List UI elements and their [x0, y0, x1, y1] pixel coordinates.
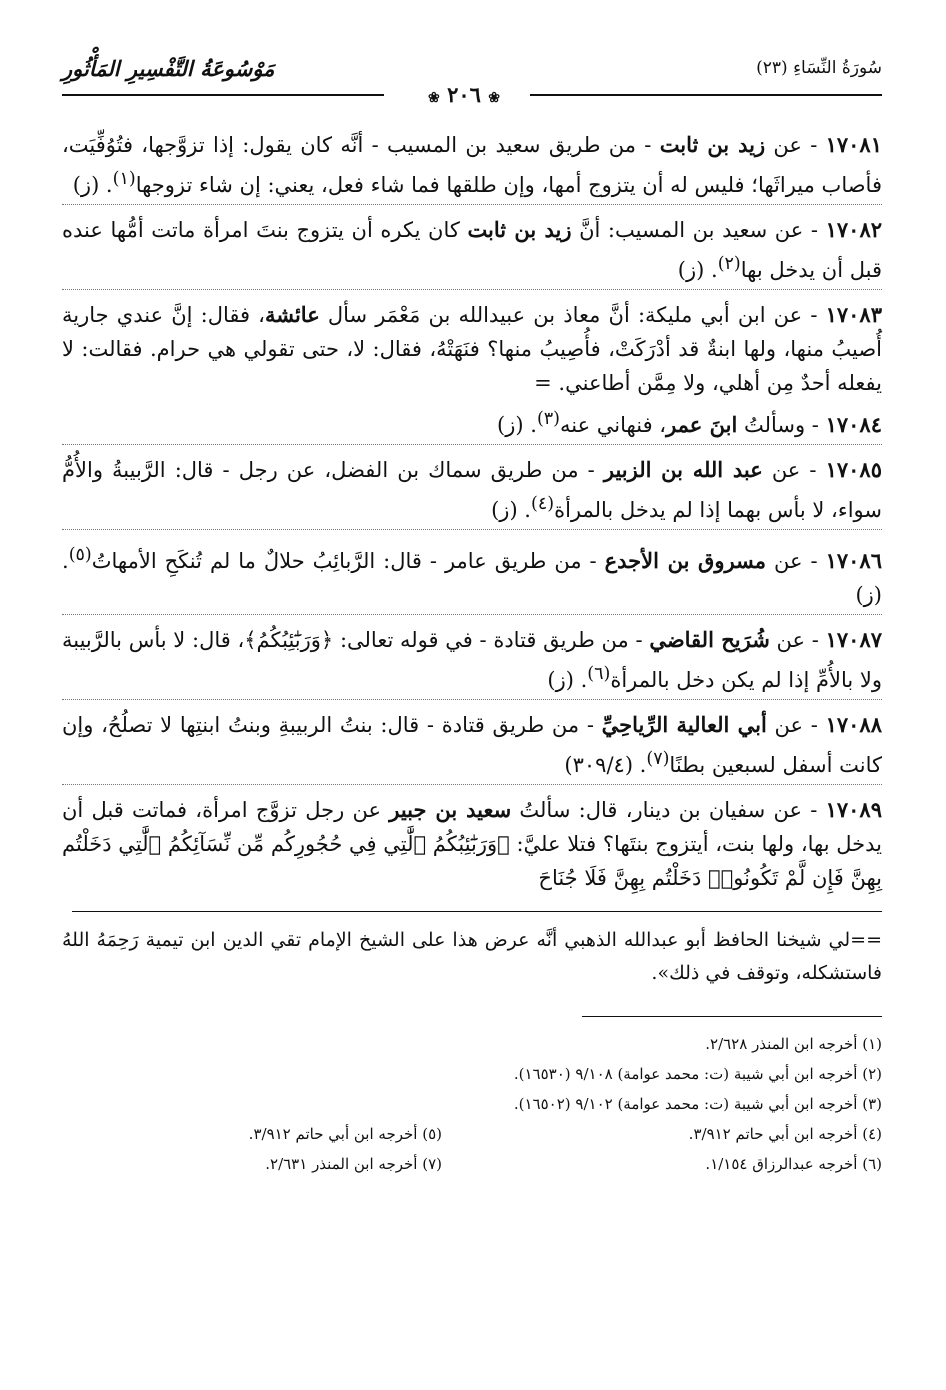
entry-17084: ١٧٠٨٤ - وسألتُ ابنَ عمر، فنهاني عنه$^{(٣)}$. (ز) [62, 402, 882, 445]
ornament-icon: ❀ [428, 90, 440, 106]
footnote-1: (١) أخرجه ابن المنذر ٢/٦٢٨. [705, 1035, 882, 1053]
footnote-4: (٤) أخرجه ابن أبي حاتم ٣/٩١٢. [688, 1125, 882, 1143]
narrator-name: عبد الله بن الزبير [603, 457, 763, 482]
entry-number: ١٧٠٨٧ [825, 627, 883, 652]
page-number-text: ٢٠٦ [447, 82, 481, 107]
header-rule [62, 94, 384, 96]
entry-number: ١٧٠٨٦ [825, 548, 882, 573]
narrator-name: عائشة [264, 302, 320, 327]
entry-number: ١٧٠٨٥ [825, 457, 882, 482]
footnote-ref: (٢) [717, 254, 741, 274]
entry-17088: ١٧٠٨٨ - عن أبي العالية الرِّياحِيِّ - من طريق قتادة - قال: بنتُ الربيبةِ وبنتُ ابنتِها لا تصلُحُ، وإن كانت أسفل لسبعين بطنًا$^{(٧)}$. (٣٠٩/٤) [62, 708, 882, 785]
narrator-name: أبي العالية الرِّياحِيِّ [601, 712, 767, 737]
page-number [396, 82, 532, 107]
footnote-ref: (٣) [536, 409, 560, 429]
footnote-6: (٦) أخرجه عبدالرزاق ١/١٥٤. [705, 1155, 882, 1173]
footnote-row [62, 1119, 882, 1149]
footnote-7: (٧) أخرجه ابن المنذر ٢/٦٣١. [265, 1155, 442, 1173]
footnote-ref: (١) [112, 169, 136, 189]
entry-17083: ١٧٠٨٣ - عن ابن أبي مليكة: أنَّ معاذ بن عبيدالله بن مَعْمَر سأل عائشة، فقال: إنَّ عندي جارية أُصيبُ منها، ولها ابنةٌ قد أدْرَكَتْ، فأُصِيبُ منها؟ فنَهَتْهُ، فقال: لا، حتى تقولي هي حرام. فقالت: لا يفعله أحدٌ مِن أهلي، ولا مِمَّن أطاعني. = [62, 302, 882, 395]
entry-17086: ١٧٠٨٦ - عن مسروق بن الأجدع - من طريق عامر - قال: الرَّبائِبُ حلالٌ ما لم تُنكَحِ الأمهاتُ$^{(٥)}$. (ز) [62, 538, 882, 615]
entry-number: ١٧٠٨٩ [825, 797, 882, 822]
entry-number: ١٧٠٨١ [825, 132, 882, 157]
entry-17087: ١٧٠٨٧ - عن شُرَيح القاضي - من طريق قتادة - في قوله تعالى: ﴿وَرَبَٰٓئِبُكُمُ﴾، قال: لا بأس بالرَّبيبة ولا بالأُمِّ إذا لم يكن دخل بالمرأة$^{(٦)}$. (ز) [62, 623, 882, 700]
entry-number: ١٧٠٨٨ [825, 712, 882, 737]
ornament-icon: ❀ [488, 90, 500, 106]
footnote-rule [582, 1016, 882, 1017]
book-title: مَوْسُوعَةُ التَّفْسِيرِ المَأْثُورِ [62, 56, 275, 81]
footnote-row [62, 1149, 882, 1179]
page-header [62, 50, 882, 107]
entry-17089: ١٧٠٨٩ - عن سفيان بن دينار، قال: سألتُ سعيد بن جبير عن رجل تزوَّج امرأة، فماتت قبل أن يدخل بها، ولها بنت، أيتزوج بنتَها؟ فتلا عليَّ: ﴿وَرَبَٰٓئِبُكُمُ ٱلَّٰتِي فِي حُجُورِكُم مِّن نِّسَآئِكُمُ ٱلَّٰتِي دَخَلْتُم بِهِنَّ فَإِن لَّمْ تَكُونُوا۟ دَخَلْتُم بِهِنَّ فَلَا جُنَاحَ [62, 797, 882, 890]
footnote-5: (٥) أخرجه ابن أبي حاتم ٣/٩١٢. [248, 1125, 442, 1143]
surah-header: سُورَةُ النِّسَاءِ (٢٣) [756, 58, 882, 78]
entry-17085: ١٧٠٨٥ - عن عبد الله بن الزبير - من طريق سماك بن الفضل، عن رجل - قال: الرَّبيبةُ والأُمُّ سواء، لا بأس بهما إذا لم يدخل بالمرأة$^{(٤)}$. (ز) [62, 453, 882, 530]
narrator-name: زيد بن ثابت [659, 132, 766, 157]
entry-number: ١٧٠٨٢ [825, 217, 883, 242]
entry-number: ١٧٠٨٤ [825, 412, 882, 437]
document-page [62, 50, 882, 1179]
entry-number: ١٧٠٨٣ [825, 302, 882, 327]
footnotes [62, 1029, 882, 1179]
footnote-ref: (٧) [646, 749, 670, 769]
header-rule [530, 94, 882, 96]
footnote-ref: (٤) [531, 494, 555, 514]
entries [62, 128, 882, 897]
continuation-note: ==لي شيخنا الحافظ أبو عبدالله الذهبي أنَّه عرض هذا على الشيخ الإمام تقي الدين ابن تيمية رَحِمَهُ اللهُ فاستشكله، وتوقف في ذلك». [62, 929, 882, 984]
narrator-name: مسروق بن الأجدع [604, 548, 767, 573]
narrator-name: سعيد بن جبير [389, 797, 512, 822]
narrator-name: شُرَيح القاضي [649, 627, 770, 652]
narrator-name: زيد بن ثابت [467, 217, 572, 242]
footnote-ref: (٦) [587, 664, 611, 684]
footnote-3: (٣) أخرجه ابن أبي شيبة (ت: محمد عوامة) ٩/١٠٢ (١٦٥٠٢). [513, 1095, 882, 1113]
footnote-2: (٢) أخرجه ابن أبي شيبة (ت: محمد عوامة) ٩/١٠٨ (١٦٥٣٠). [513, 1065, 882, 1083]
footnote-ref: (٥) [68, 545, 92, 565]
entry-17082: ١٧٠٨٢ - عن سعيد بن المسيب: أنَّ زيد بن ثابت كان يكره أن يتزوج بنتَ امرأة ماتت أمُّها عنده قبل أن يدخل بها$^{(٢)}$. (ز) [62, 213, 882, 290]
quran-verse: ﴿وَرَبَٰٓئِبُكُمُ ٱلَّٰتِي فِي حُجُورِكُم مِّن نِّسَآئِكُمُ ٱلَّٰتِي دَخَلْتُم بِهِنَّ فَإِن لَّمْ تَكُونُوا۟ دَخَلْتُم بِهِنَّ فَلَا جُنَاحَ [62, 832, 882, 890]
narrator-name: ابنَ عمر [666, 412, 738, 437]
entry-17081: ١٧٠٨١ - عن زيد بن ثابت - من طريق سعيد بن المسيب - أنَّه كان يقول: إذا تزوَّجها، فتُوُفِّيَت، فأصاب ميراثَها؛ فليس له أن يتزوج أمها، وإن طلقها فما شاء فعل، يعني: إن شاء تزوجها$^{(١)}$. (ز) [62, 128, 882, 205]
section-rule [72, 911, 882, 912]
